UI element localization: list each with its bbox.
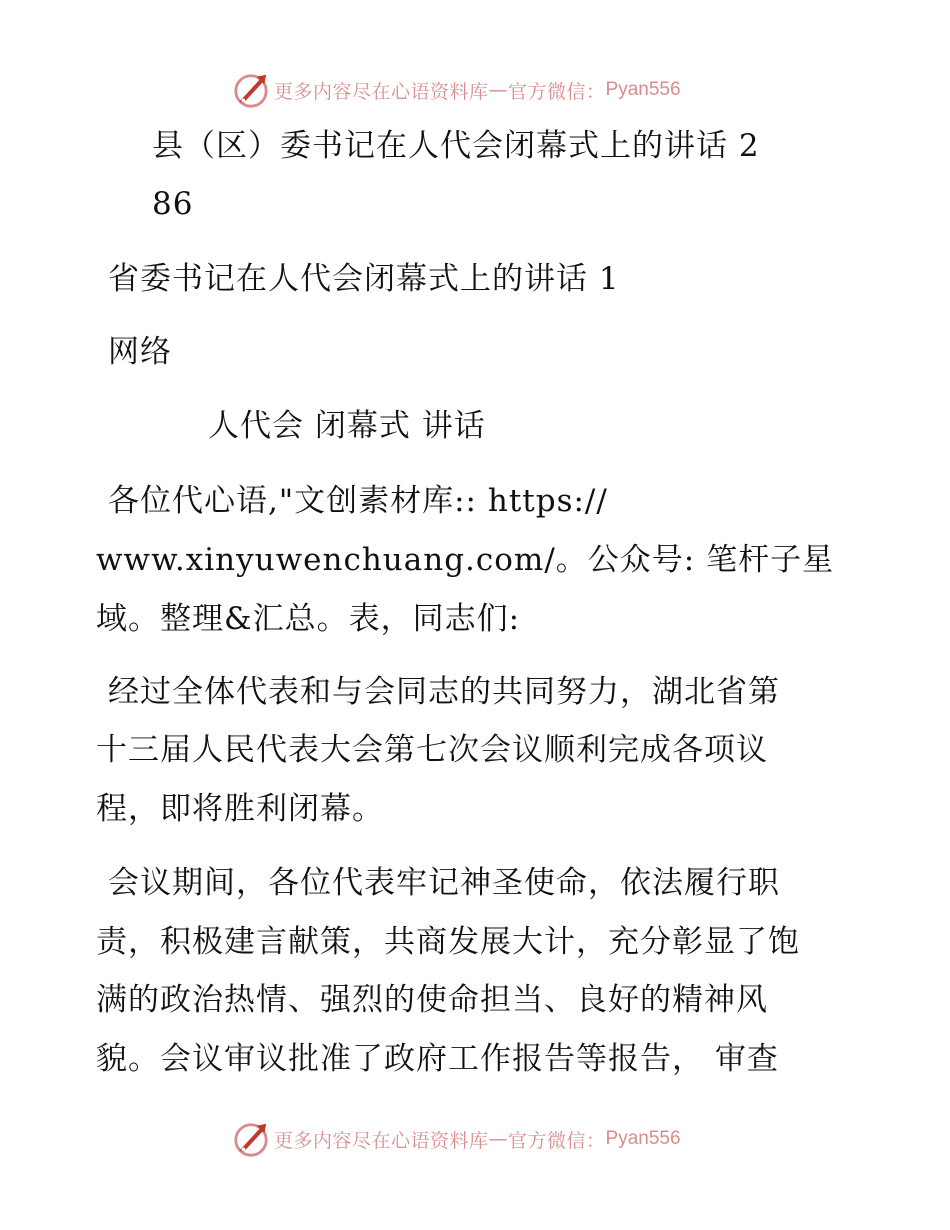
watermark-dash: — <box>488 1128 509 1150</box>
doc-source: 网络 <box>108 334 172 370</box>
paragraph-2-line-1: 经过全体代表和与会同志的共同努力，湖北省第 <box>108 674 780 710</box>
doc-title-line-2: 86 <box>152 186 194 222</box>
watermark-wechat-id: Pyan556 <box>605 1128 681 1149</box>
watermark-footer <box>232 1119 681 1159</box>
doc-title-line-1: 县（区）委书记在人代会闭幕式上的讲话 2 <box>152 128 760 164</box>
quill-logo-icon <box>232 1120 270 1158</box>
watermark-wechat-label: 官方微信： <box>508 1129 606 1152</box>
quill-logo-icon <box>232 71 270 109</box>
doc-keywords: 人代会 闭幕式 讲话 <box>208 408 486 444</box>
paragraph-1-line-1: 各位代心语,"文创素材库:: https:// <box>108 483 608 519</box>
paragraph-3-line-2: 责，积极建言献策，共商发展大计，充分彰显了饱 <box>96 924 800 960</box>
doc-subtitle: 省委书记在人代会闭幕式上的讲话 1 <box>108 261 620 297</box>
paragraph-3-line-1: 会议期间，各位代表牢记神圣使命，依法履行职 <box>108 865 780 901</box>
paragraph-3-line-4: 貌。会议审议批准了政府工作报告等报告， 审查 <box>96 1041 779 1077</box>
watermark-text: 更多内容尽在心语资料库 <box>274 80 489 103</box>
paragraph-2-line-3: 程，即将胜利闭幕。 <box>96 791 384 827</box>
paragraph-2-line-2: 十三届人民代表大会第七次会议顺利完成各项议 <box>96 732 768 768</box>
watermark-text: 更多内容尽在心语资料库 <box>274 1129 489 1152</box>
watermark-dash: — <box>488 79 509 101</box>
paragraph-1-line-2: www.xinyuwenchuang.com/。公众号: 笔杆子星 <box>96 542 835 578</box>
watermark-header <box>232 70 681 110</box>
paragraph-1-line-3: 域。整理&汇总。表，同志们: <box>96 601 521 637</box>
watermark-wechat-id: Pyan556 <box>605 79 681 100</box>
watermark-wechat-label: 官方微信： <box>508 80 606 103</box>
paragraph-3-line-3: 满的政治热情、强烈的使命担当、良好的精神风 <box>96 982 768 1018</box>
